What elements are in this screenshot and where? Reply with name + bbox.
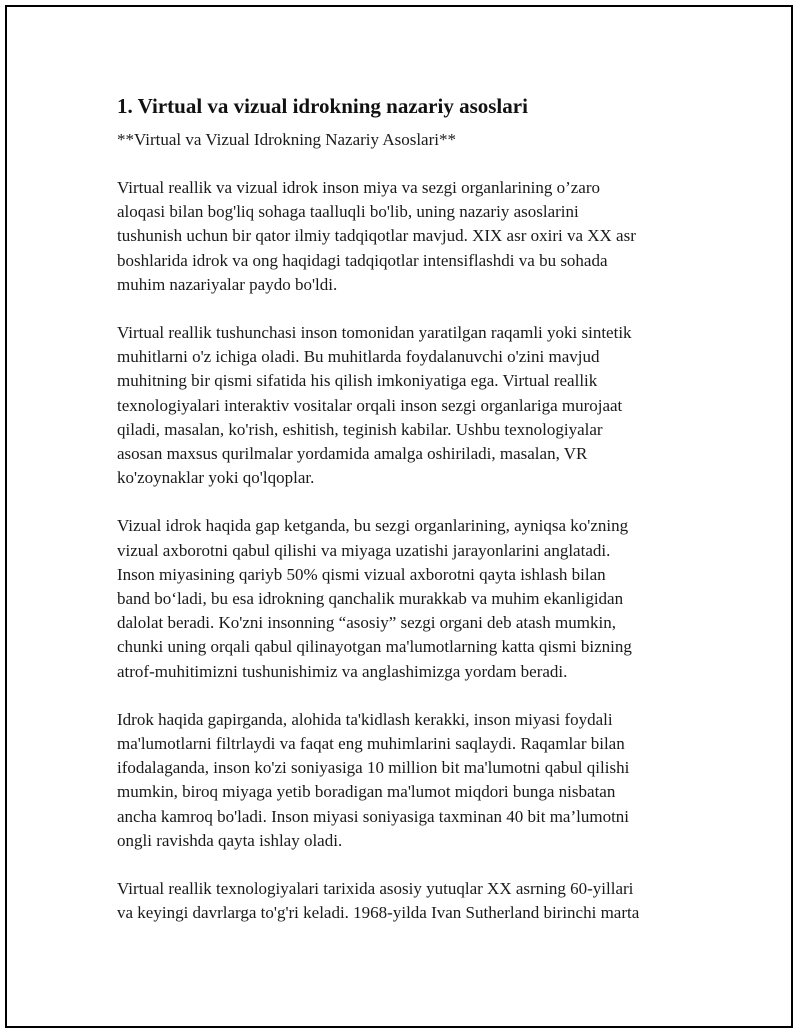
text-line: muhitlarni o'z ichiga oladi. Bu muhitlarda foydalanuvchi o'zini mavjud (117, 347, 600, 367)
text-line: Virtual reallik va vizual idrok inson miya va sezgi organlarining o’zaro (117, 178, 601, 197)
text-line: asosan maxsus qurilmalar yordamida amalga oshiriladi, masalan, VR (117, 444, 588, 464)
paragraph (117, 514, 707, 683)
text-line: atrof-muhitimizni tushunishimiz va anglashimizga yordam beradi. (117, 661, 568, 681)
text-line: aloqasi bilan bog'liq sohaga taalluqli bo'lib, uning nazariy asoslarini (117, 202, 579, 222)
text-line: band bo‘ladi, bu esa idrokning qanchalik murakkab va muhim ekanligidan (117, 589, 624, 609)
text-line: muhim nazariyalar paydo bo'ldi. (117, 274, 338, 294)
paragraph (117, 708, 707, 853)
paragraph (117, 877, 707, 925)
section-subtitle: **Virtual va Vizual Idrokning Nazariy Asoslari** (117, 130, 456, 149)
text-line: boshlarida idrok va ong haqidagi tadqiqotlar intensiflashdi va bu sohada (117, 250, 608, 270)
text-line: texnologiyalari interaktiv vositalar orqali inson sezgi organlariga murojaat (117, 395, 623, 415)
text-line: qiladi, masalan, ko'rish, eshitish, teginish kabilar. Ushbu texnologiyalar (117, 419, 603, 439)
text-line: Vizual idrok haqida gap ketganda, bu sezgi organlarining, ayniqsa ko'zning (117, 516, 629, 536)
paragraph (117, 321, 707, 490)
text-line: tushunish uchun bir qator ilmiy tadqiqotlar mavjud. XIX asr oxiri va XX asr (117, 226, 636, 246)
text-line: ancha kamroq bo'ladi. Inson miyasi soniyasiga taxminan 40 bit ma’lumotni (117, 806, 630, 826)
text-line: va keyingi davrlarga to'g'ri keladi. 1968-yilda Ivan Sutherland birinchi marta (117, 903, 640, 923)
text-line: muhitning bir qismi sifatida his qilish imkoniyatiga ega. Virtual reallik (117, 371, 598, 391)
text-line: dalolat beradi. Ko'zni insonning “asosiy” sezgi organi deb atash mumkin, (117, 613, 616, 633)
text-line: mumkin, biroq miyaga yetib boradigan ma'lumot miqdori bunga nisbatan (117, 782, 616, 802)
text-line: Idrok haqida gapirganda, alohida ta'kidlash kerakki, inson miyasi foydali (117, 709, 613, 729)
text-line: Inson miyasining qariyb 50% qismi vizual axborotni qayta ishlash bilan (117, 564, 606, 584)
text-line: ma'lumotlarni filtrlaydi va faqat eng muhimlarini saqlaydi. Raqamlar bilan (117, 734, 625, 754)
text-line: Virtual reallik tushunchasi inson tomonidan yaratilgan raqamli yoki sintetik (117, 323, 632, 343)
text-line: Virtual reallik texnologiyalari tarixida asosiy yutuqlar XX asrning 60-yillari (117, 879, 634, 899)
text-line: chunki uning orqali qabul qilinayotgan ma'lumotlarning katta qismi bizning (117, 637, 632, 657)
document-body (117, 92, 707, 949)
text-line: ko'zoynaklar yoki qo'lqoplar. (117, 468, 315, 488)
text-line: ongli ravishda qayta ishlay oladi. (117, 830, 343, 850)
section-title: 1. Virtual va vizual idrokning nazariy asoslari (117, 94, 528, 118)
text-line: ifodalaganda, inson ko'zi soniyasiga 10 million bit ma'lumotni qabul qilishi (117, 758, 630, 778)
text-line: vizual axborotni qabul qilishi va miyaga uzatishi jarayonlarini anglatadi. (117, 540, 611, 560)
paragraph (117, 176, 707, 297)
